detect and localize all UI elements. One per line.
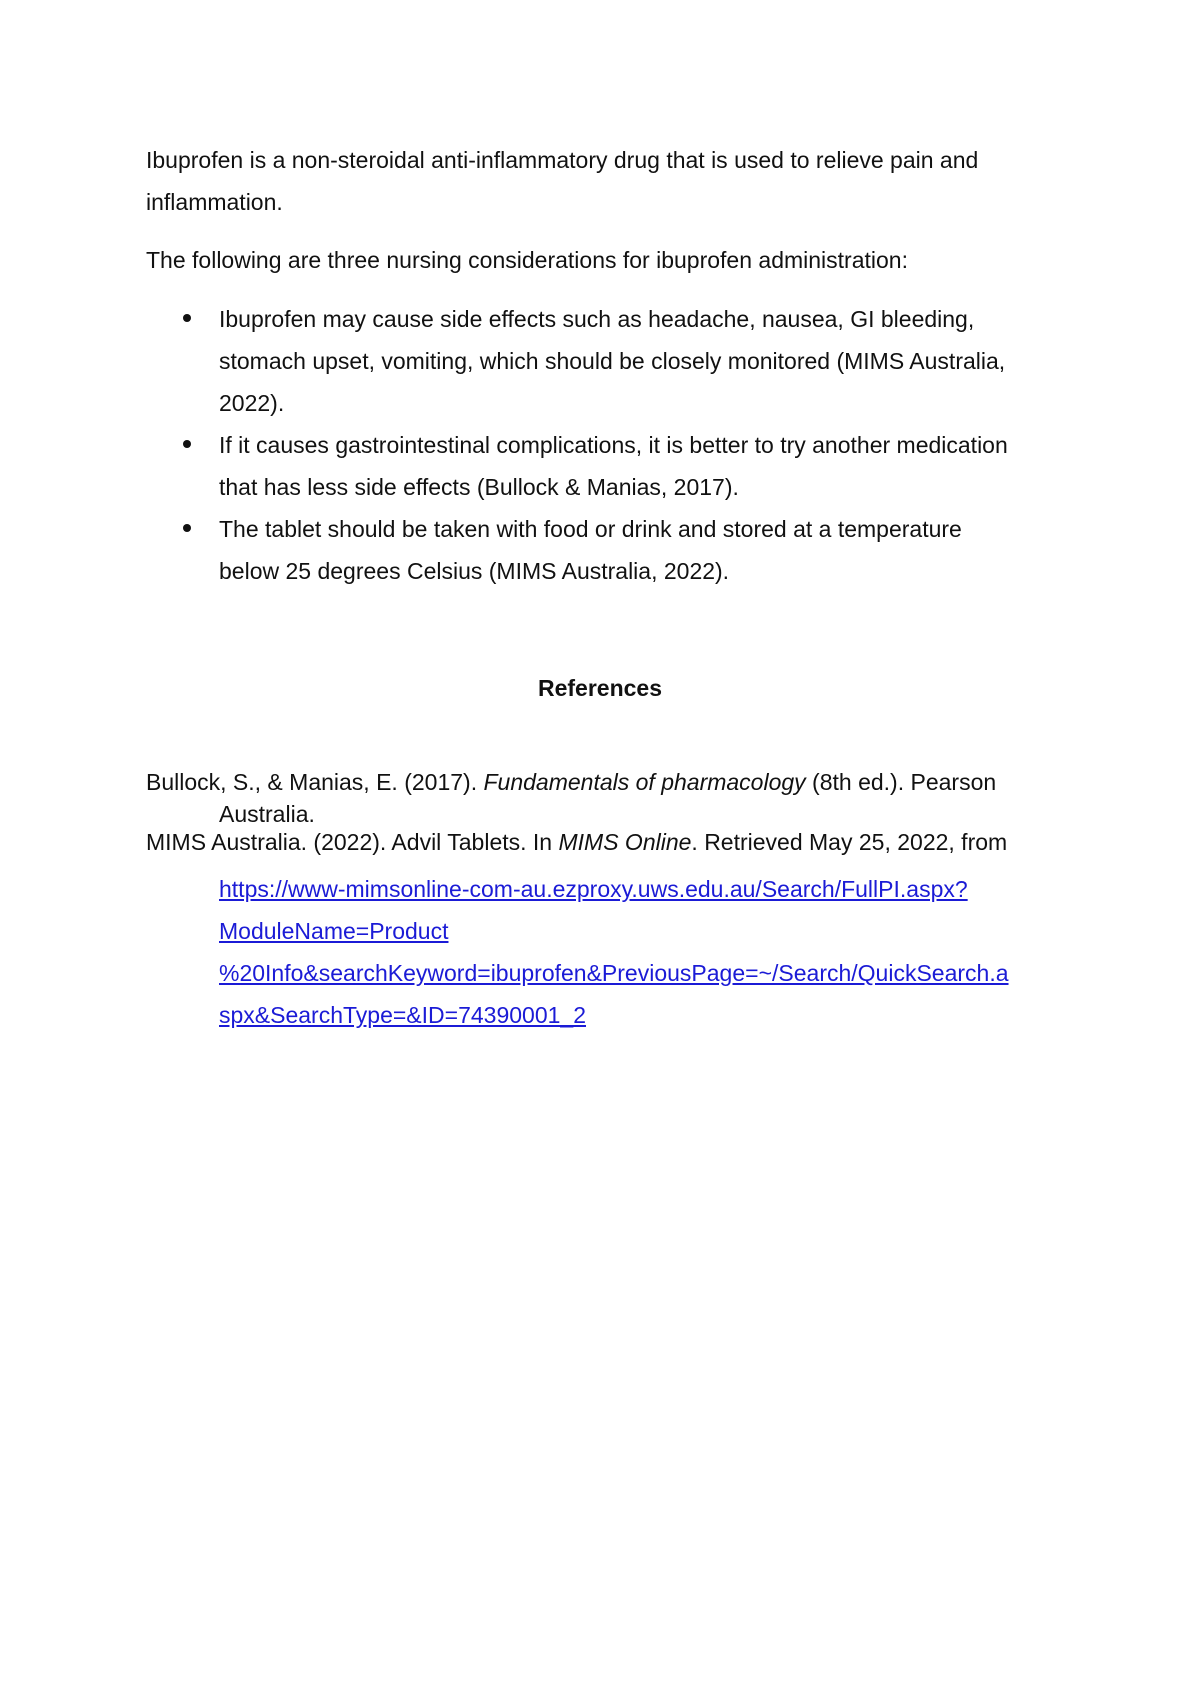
list-item-line: stomach upset, vomiting, which should be closely monitored (MIMS Australia, [219,348,1006,374]
intro-line: Ibuprofen is a non-steroidal anti-inflammatory drug that is used to relieve pain and [146,147,979,173]
list-item-line: Ibuprofen may cause side effects such as headache, nausea, GI bleeding, [219,306,975,332]
list-item-line: If it causes gastrointestinal complications, it is better to try another medication [219,432,1008,458]
list-item [146,424,1066,508]
lead-paragraph: The following are three nursing considerations for ibuprofen administration: [146,247,908,273]
reference-title: Fundamentals of pharmacology [483,769,806,795]
bullet-icon [183,440,191,448]
reference-line [146,766,1066,798]
list-item-line: below 25 degrees Celsius (MIMS Australia, 2022). [219,558,730,584]
reference-authors: Bullock, S., & Manias, E. (2017). [146,769,484,795]
list-item-line: that has less side effects (Bullock & Manias, 2017). [219,474,739,500]
considerations-list [146,298,1066,592]
list-item [146,298,1066,424]
reference-entry [146,766,1066,830]
reference-link[interactable]: spx&SearchType=&ID=74390001_2 [219,1002,586,1028]
reference-authors: MIMS Australia. (2022). Advil Tablets. In [146,829,559,855]
reference-line [146,826,1066,858]
reference-link[interactable]: ModuleName=Product [219,918,449,944]
bullet-icon [183,524,191,532]
reference-link[interactable]: %20Info&searchKeyword=ibuprofen&PreviousPage=~/Search/QuickSearch.a [219,960,1009,986]
bullet-icon [183,314,191,322]
reference-url[interactable] [146,868,1066,1036]
references-heading: References [537,675,663,701]
list-item-line: The tablet should be taken with food or drink and stored at a temperature [219,516,962,542]
list-item-line: 2022). [219,390,285,416]
reference-continuation: Australia. [219,801,315,827]
reference-entry [146,826,1066,1036]
list-item [146,508,1066,592]
reference-link[interactable]: https://www-mimsonline-com-au.ezproxy.uws.edu.au/Search/FullPI.aspx? [219,876,968,902]
intro-paragraph [146,139,1066,223]
intro-line: inflammation. [146,189,283,215]
reference-retrieved: . Retrieved May 25, 2022, from [691,829,1008,855]
reference-publisher: (8th ed.). Pearson [805,769,997,795]
reference-title: MIMS Online [558,829,692,855]
